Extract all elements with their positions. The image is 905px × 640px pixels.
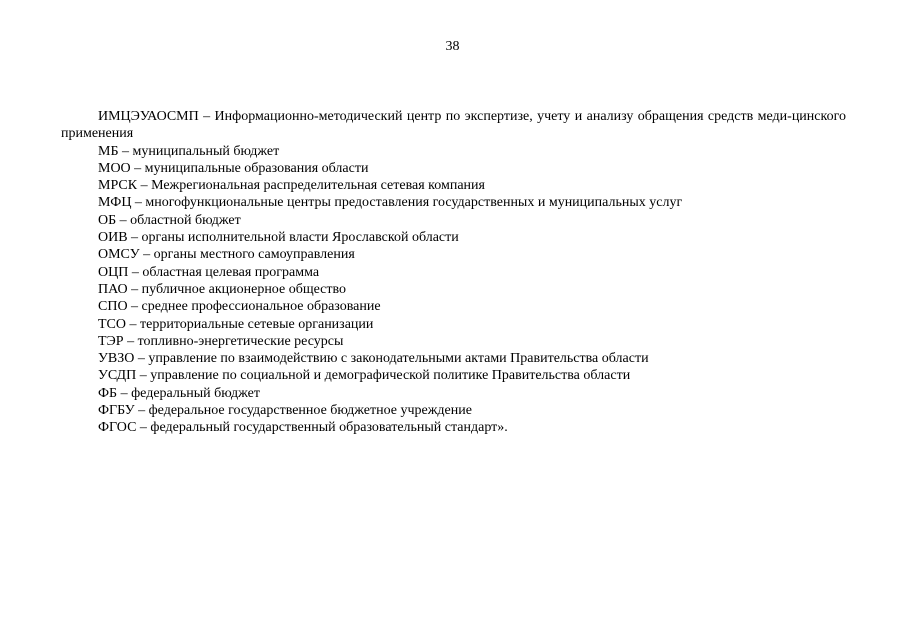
abbreviation-entry: ФБ – федеральный бюджет bbox=[98, 385, 260, 401]
abbreviation-entry: МРСК – Межрегиональная распределительная сетевая компания bbox=[98, 178, 485, 194]
abbreviation-entry: ИМЦЭУАОСМП – Информационно-методический центр по экспертизе, учету и анализу обращения средств меди-цинского применения bbox=[61, 109, 846, 142]
abbreviation-entry: ОЦП – областная целевая программа bbox=[98, 264, 320, 280]
abbreviation-entry: ОБ – областной бюджет bbox=[98, 212, 241, 228]
abbreviation-entry: ОМСУ – органы местного самоуправления bbox=[98, 247, 355, 263]
abbreviation-entry: ФГБУ – федеральное государственное бюджетное учреждение bbox=[98, 403, 472, 419]
abbreviation-entry: ТЭР – топливно-энергетические ресурсы bbox=[98, 333, 344, 349]
abbreviation-entry: ОИВ – органы исполнительной власти Ярославской области bbox=[98, 230, 459, 246]
abbreviation-entry: УВЗО – управление по взаимодействию с законодательными актами Правительства области bbox=[98, 351, 649, 367]
abbreviation-entry: ТСО – территориальные сетевые организации bbox=[98, 316, 374, 332]
abbreviation-entry: МФЦ – многофункциональные центры предоставления государственных и муниципальных услуг bbox=[98, 195, 683, 211]
page-number: 38 bbox=[445, 39, 460, 54]
abbreviation-entry: СПО – среднее профессиональное образование bbox=[98, 299, 381, 315]
abbreviation-entry: УСДП – управление по социальной и демографической политике Правительства области bbox=[98, 368, 631, 384]
abbreviation-entry: ФГОС – федеральный государственный образовательный стандарт». bbox=[98, 420, 508, 436]
abbreviation-entry: МОО – муниципальные образования области bbox=[98, 160, 369, 176]
abbreviation-entry: ПАО – публичное акционерное общество bbox=[98, 281, 347, 297]
abbreviation-entry: МБ – муниципальный бюджет bbox=[98, 143, 280, 159]
abbreviation-list bbox=[61, 108, 846, 437]
